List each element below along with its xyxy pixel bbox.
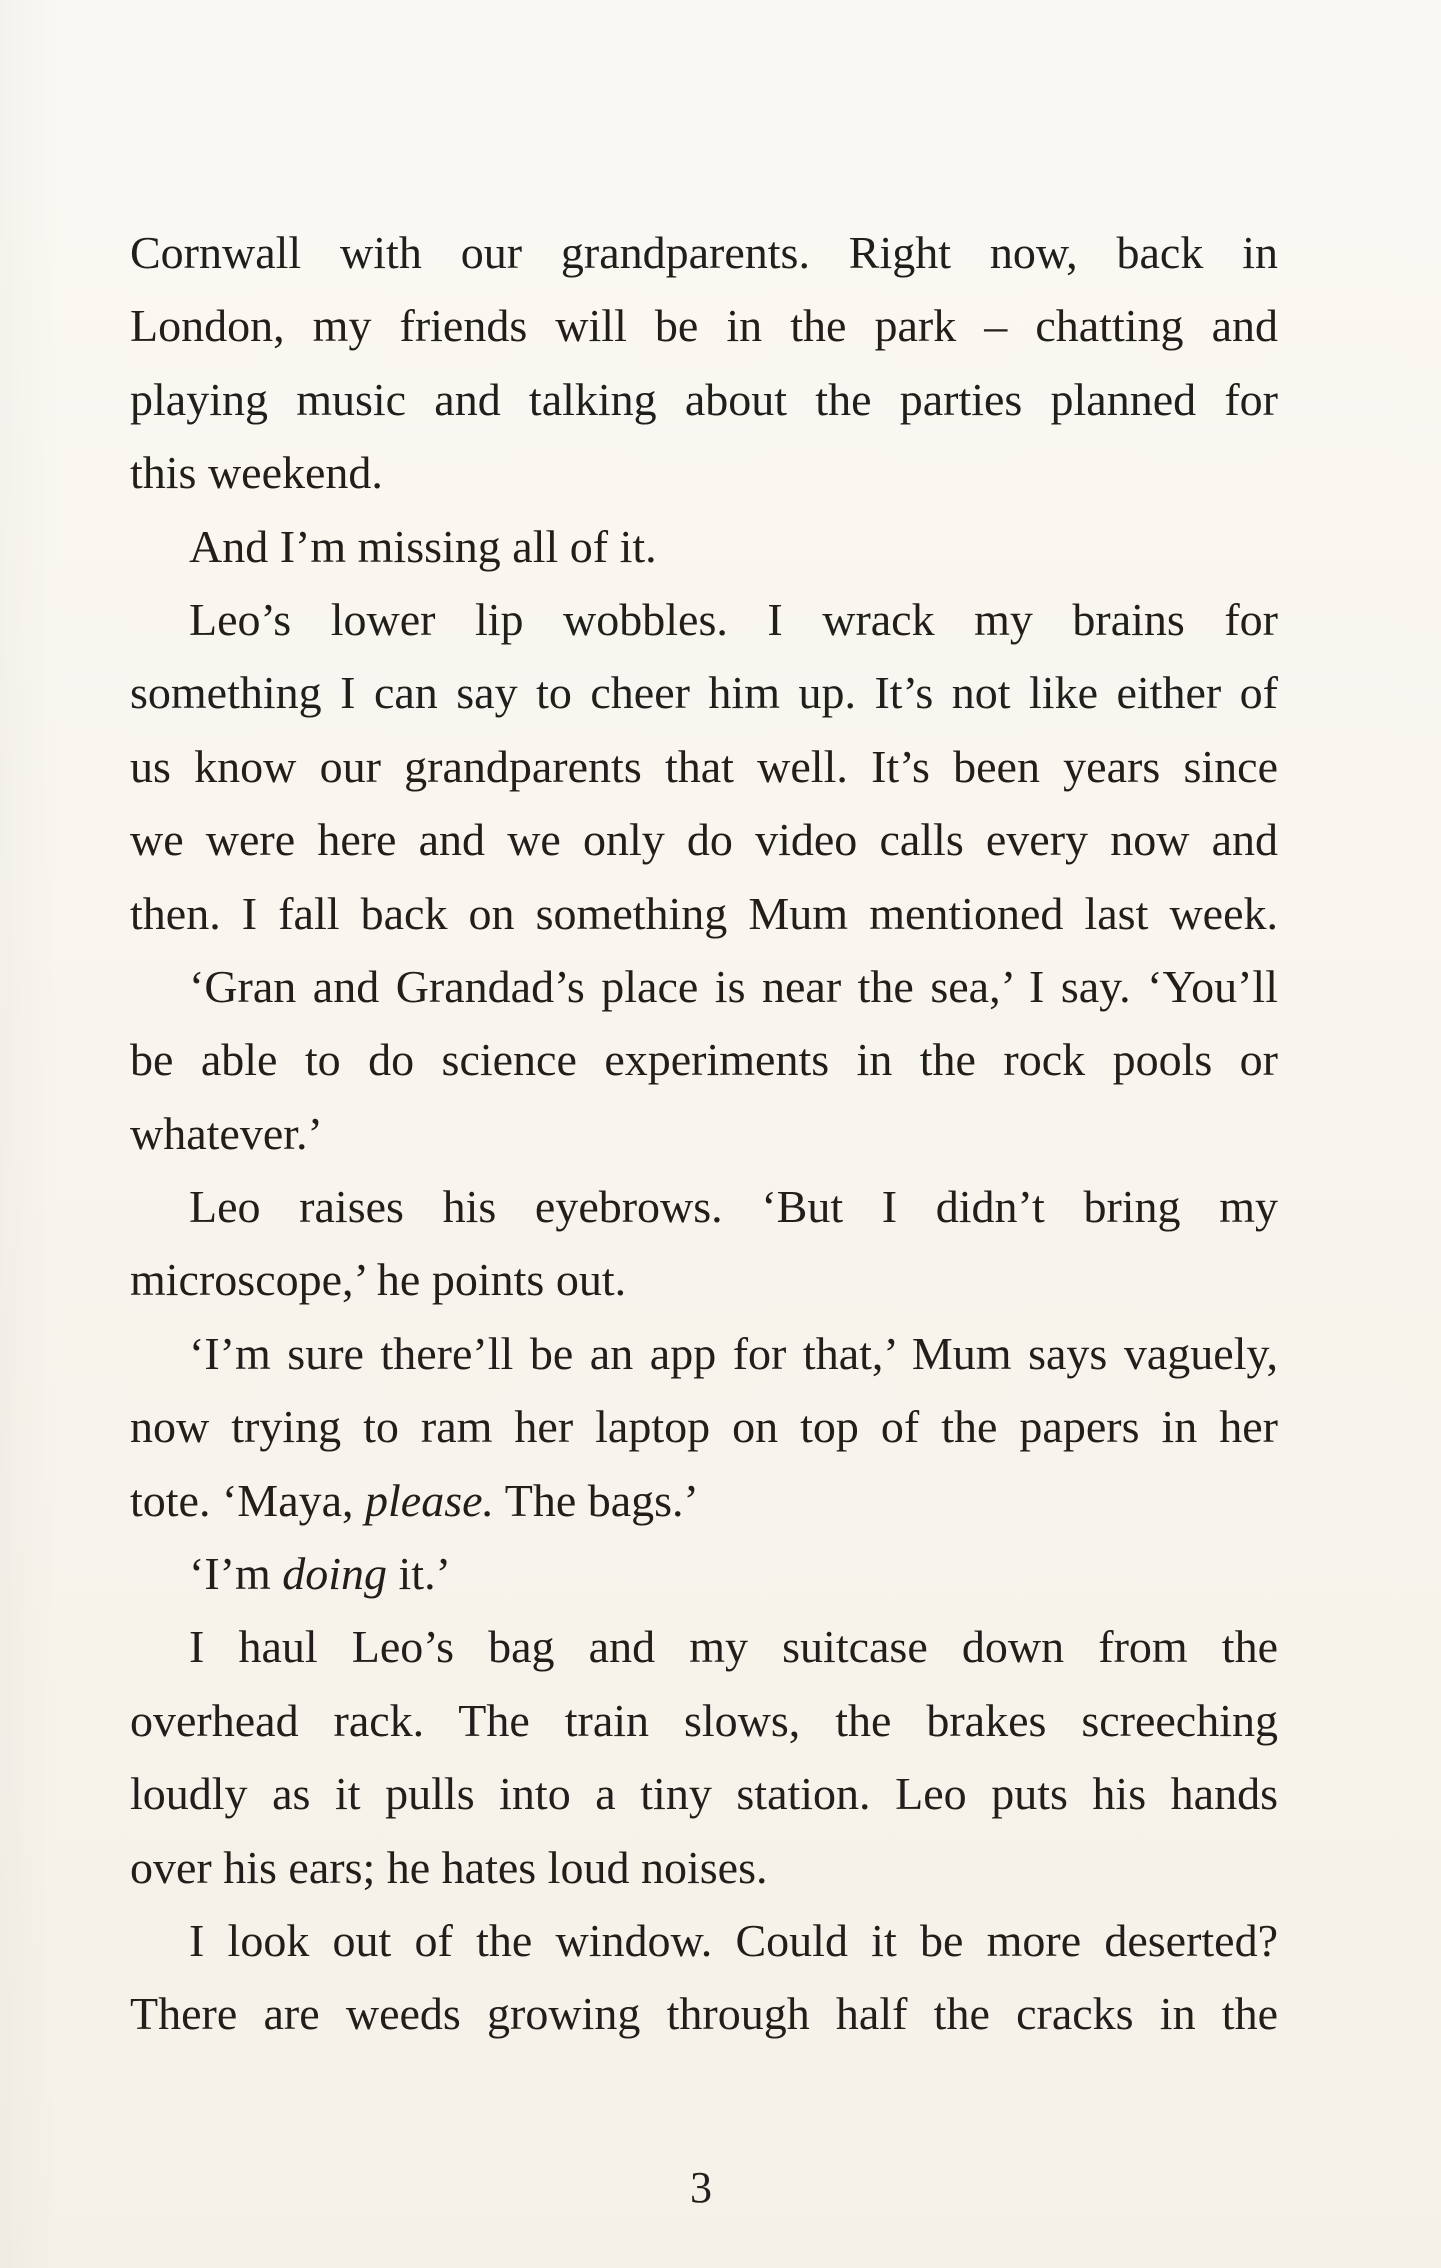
text-line xyxy=(130,1537,1278,1610)
text-line: Cornwall with our grandparents. Right now, back in xyxy=(130,227,1278,278)
text-line: Leo raises his eyebrows. ‘But I didn’t bring my xyxy=(189,1181,1278,1233)
text-line: something I can say to cheer him up. It’s not like either of xyxy=(130,667,1278,719)
text-line: loudly as it pulls into a tiny station. Leo puts his hands xyxy=(130,1768,1278,1820)
text-line: be able to do science experiments in the rock pools or xyxy=(130,1034,1278,1086)
paragraph xyxy=(130,1610,1278,1904)
paragraph xyxy=(130,216,1278,510)
paragraph xyxy=(130,1904,1278,2051)
emphasis-text: please. xyxy=(365,1474,495,1526)
body-text xyxy=(130,216,1278,2051)
text-line: ‘I’m sure there’ll be an app for that,’ Mum says vaguely, xyxy=(189,1327,1278,1379)
text-line: I haul Leo’s bag and my suitcase down from the xyxy=(189,1621,1278,1673)
text-line: I look out of the window. Could it be more deserted? xyxy=(189,1914,1278,1966)
text-segment: ‘I’m xyxy=(189,1548,283,1600)
text-line: then. I fall back on something Mum mentioned last week. xyxy=(130,887,1278,939)
text-line: us know our grandparents that well. It’s been years since xyxy=(130,740,1278,792)
text-segment: The bags.’ xyxy=(494,1474,699,1526)
text-line: now trying to ram her laptop on top of the papers in her xyxy=(130,1401,1278,1453)
text-line: There are weeds growing through half the cracks in the xyxy=(130,1988,1278,2040)
text-line: London, my friends will be in the park – chatting and xyxy=(130,300,1278,352)
text-line: playing music and talking about the parties planned for xyxy=(130,373,1278,425)
paragraph xyxy=(130,1317,1278,1537)
paragraph xyxy=(130,950,1278,1170)
paragraph xyxy=(130,1537,1278,1610)
text-line: this weekend. xyxy=(130,447,383,499)
paragraph xyxy=(130,583,1278,950)
paragraph xyxy=(130,1170,1278,1317)
emphasis-text: doing xyxy=(282,1548,388,1600)
page-number: 3 xyxy=(690,2163,712,2212)
text-line: whatever.’ xyxy=(130,1107,323,1159)
text-segment: tote. ‘Maya, xyxy=(130,1474,366,1526)
text-line: we were here and we only do video calls every now and xyxy=(130,814,1278,866)
text-line: over his ears; he hates loud noises. xyxy=(130,1841,768,1893)
text-line: microscope,’ he points out. xyxy=(130,1254,627,1306)
text-segment: it.’ xyxy=(387,1548,451,1600)
text-line: ‘Gran and Grandad’s place is near the sea,’ I say. ‘You’ll xyxy=(189,960,1278,1012)
text-line: overhead rack. The train slows, the brakes screeching xyxy=(130,1694,1278,1746)
text-line: Leo’s lower lip wobbles. I wrack my brains for xyxy=(189,593,1278,645)
text-line: And I’m missing all of it. xyxy=(189,520,657,572)
text-line xyxy=(130,1464,1278,1537)
paragraph xyxy=(130,510,1278,583)
